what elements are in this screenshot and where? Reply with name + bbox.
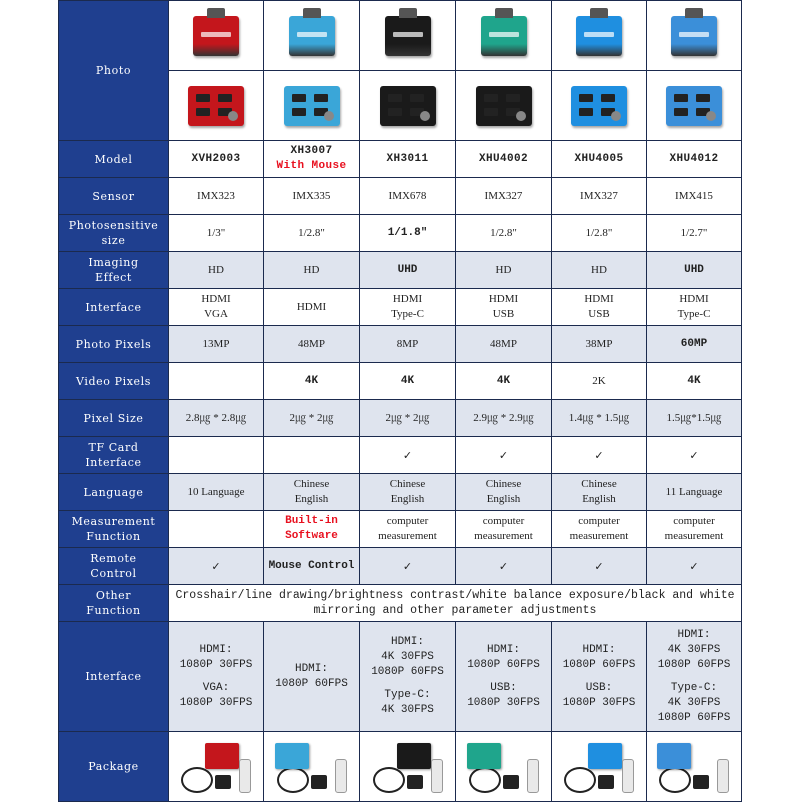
cell-model [647, 141, 742, 178]
cell-line [360, 680, 455, 688]
camera-photo [264, 86, 359, 126]
cell-line: HDMI [296, 300, 327, 313]
package-contents-image [558, 737, 640, 797]
cell-line: 4K 30FPS [667, 696, 721, 709]
cell-iface2 [552, 622, 647, 732]
cell-iface2 [647, 622, 742, 732]
cell-line: HDMI: [486, 643, 520, 656]
cell-imaging: UHD [360, 252, 456, 289]
cell-size: 1/2.8" [552, 215, 647, 252]
cell-size: 1/1.8" [360, 215, 456, 252]
photo-front-cell [647, 1, 742, 71]
package-contents-image [271, 737, 353, 797]
cell-line: USB [588, 308, 610, 320]
cell-line: HDMI: [199, 643, 233, 656]
row-label-photo: Photo [59, 1, 169, 141]
cell-line: 1080P 60FPS [562, 658, 636, 671]
cell-line: Chinese [485, 478, 522, 490]
cell-iface2 [169, 622, 264, 732]
cell-line: 1080P 30FPS [467, 696, 540, 709]
cell-line: HDMI [679, 293, 709, 305]
cell-measure [456, 511, 552, 548]
cell-line: HDMI: [294, 662, 328, 675]
cell-photo-px: 48MP [264, 326, 360, 363]
row-label-pixel-size: Pixel Size [59, 400, 169, 437]
cell-line: English [390, 493, 425, 505]
cell-line: measurement [569, 530, 629, 542]
cell-video-px: 4K [647, 363, 742, 400]
cell-pixel-size: 2㎍ * 2㎍ [360, 400, 456, 437]
cell-line: 1080P 30FPS [179, 696, 253, 709]
row-label-line: TF Card [88, 441, 139, 454]
row-label-model: Model [59, 141, 169, 178]
package-photo-cell [647, 732, 742, 802]
cell-line: English [582, 493, 616, 505]
cell-language [264, 474, 360, 511]
other-function-line: Crosshair/line drawing/brightness contrast/white balance exposure/black and white [175, 589, 735, 602]
cell-line: computer [386, 515, 429, 527]
cell-size: 1/3" [169, 215, 264, 252]
photo-back-cell [456, 71, 552, 141]
spec-table [58, 0, 742, 802]
cell-imaging: HD [264, 252, 360, 289]
cell-language [647, 474, 742, 511]
cell-sensor: IMX678 [360, 178, 456, 215]
cell-measure [264, 511, 360, 548]
cell-line [456, 673, 551, 681]
cell-video-px: 4K [456, 363, 552, 400]
cell-line: 10 Language [187, 485, 245, 498]
photo-front-cell [552, 1, 647, 71]
cell-interface [647, 289, 742, 326]
cell-sensor: IMX335 [264, 178, 360, 215]
cell-video-px [169, 363, 264, 400]
package-contents-image [653, 737, 735, 797]
row-label-line: Measurement [71, 515, 156, 528]
camera-photo [456, 16, 551, 56]
cell-line: USB [492, 308, 515, 320]
model-name: XHU4012 [669, 152, 719, 165]
camera-photo [456, 86, 551, 126]
photo-back-cell [264, 71, 360, 141]
cell-sensor: IMX415 [647, 178, 742, 215]
row-label-line: Other [95, 589, 132, 602]
cell-model [264, 141, 360, 178]
package-photo-cell [552, 732, 647, 802]
cell-language [360, 474, 456, 511]
cell-photo-px: 13MP [169, 326, 264, 363]
row-label-photosensitive-size [59, 215, 169, 252]
cell-line: 1080P 30FPS [562, 696, 636, 709]
row-label-line: Photosensitive [68, 219, 159, 232]
photo-front-cell [360, 1, 456, 71]
cell-line: 1080P 30FPS [179, 658, 253, 671]
cell-line: 4K 30FPS [381, 704, 434, 716]
cell-interface [360, 289, 456, 326]
cell-pixel-size: 1.4㎍ * 1.5㎍ [552, 400, 647, 437]
row-label-language: Language [59, 474, 169, 511]
row-label-other [59, 585, 169, 622]
cell-measure [169, 511, 264, 548]
cell-model [552, 141, 647, 178]
cell-line: HDMI [584, 293, 614, 305]
photo-front-cell [264, 1, 360, 71]
cell-line: computer [673, 515, 715, 527]
cell-imaging: HD [456, 252, 552, 289]
photo-back-cell [552, 71, 647, 141]
cell-line: measurement [474, 530, 533, 542]
cell-remote: ✓ [647, 548, 742, 585]
cell-iface2 [456, 622, 552, 732]
cell-line: Software [285, 530, 338, 542]
cell-iface2 [264, 622, 360, 732]
cell-line: Built-in [285, 515, 338, 527]
cell-video-px: 4K [360, 363, 456, 400]
cell-photo-px: 48MP [456, 326, 552, 363]
cell-line: Type-C [677, 308, 711, 320]
cell-line [552, 673, 646, 681]
cell-line: USB: [585, 681, 613, 694]
cell-measure [360, 511, 456, 548]
row-label-interface: Interface [59, 289, 169, 326]
cell-measure [552, 511, 647, 548]
cell-sensor: IMX327 [456, 178, 552, 215]
package-contents-image [463, 737, 545, 797]
row-label-photo-pixels: Photo Pixels [59, 326, 169, 363]
cell-remote: ✓ [552, 548, 647, 585]
camera-photo [169, 16, 263, 56]
camera-photo [264, 16, 359, 56]
package-contents-image [367, 737, 449, 797]
cell-line: computer [482, 515, 525, 527]
row-label-tf-card [59, 437, 169, 474]
cell-line [169, 673, 263, 681]
camera-photo [169, 86, 263, 126]
photo-back-cell [647, 71, 742, 141]
photo-back-cell [360, 71, 456, 141]
cell-measure [647, 511, 742, 548]
cell-language [552, 474, 647, 511]
cell-remote: ✓ [360, 548, 456, 585]
model-name: XH3007 [290, 145, 333, 157]
cell-line: 1080P 60FPS [371, 666, 444, 678]
cell-imaging: HD [169, 252, 264, 289]
cell-video-px: 2K [552, 363, 647, 400]
cell-line: Type-C: [670, 681, 718, 694]
cell-interface [552, 289, 647, 326]
cell-tf: ✓ [552, 437, 647, 474]
model-name: XHU4002 [478, 152, 528, 165]
cell-imaging: UHD [647, 252, 742, 289]
cell-model [456, 141, 552, 178]
camera-photo [360, 16, 455, 56]
cell-tf: ✓ [456, 437, 552, 474]
other-function-line: mirroring and other parameter adjustments [313, 604, 597, 617]
cell-remote: ✓ [169, 548, 264, 585]
cell-size: 1/2.8" [264, 215, 360, 252]
cell-line: HDMI: [390, 636, 424, 648]
cell-tf: ✓ [647, 437, 742, 474]
cell-line: USB: [490, 681, 517, 694]
row-label-line: Function [86, 530, 141, 543]
cell-remote: ✓ [456, 548, 552, 585]
cell-line: Chinese [389, 478, 426, 490]
cell-line: 11 Language [665, 485, 723, 498]
cell-line: HDMI [392, 293, 423, 305]
camera-photo [647, 86, 741, 126]
row-label-imaging-effect [59, 252, 169, 289]
cell-tf [264, 437, 360, 474]
package-photo-cell [360, 732, 456, 802]
cell-line [647, 673, 741, 681]
row-label-line: Effect [95, 271, 132, 284]
cell-line: English [294, 493, 329, 505]
cell-pixel-size: 2.9㎍ * 2.9㎍ [456, 400, 552, 437]
cell-pixel-size: 2㎍ * 2㎍ [264, 400, 360, 437]
cell-line: 1080P 60FPS [275, 677, 348, 690]
row-label-video-pixels: Video Pixels [59, 363, 169, 400]
cell-line: HDMI [488, 293, 519, 305]
cell-line: Type-C [391, 308, 424, 320]
cell-line: VGA [204, 308, 228, 320]
cell-line: measurement [378, 530, 437, 542]
row-label-line: Imaging [88, 256, 139, 269]
cell-line: 4K 30FPS [381, 651, 434, 663]
cell-language [456, 474, 552, 511]
cell-line: HDMI: [677, 628, 711, 641]
package-photo-cell [169, 732, 264, 802]
model-name: XVH2003 [191, 152, 241, 165]
row-label-sensor: Sensor [59, 178, 169, 215]
row-label-interface2: Interface [59, 622, 169, 732]
cell-line: measurement [664, 530, 724, 542]
cell-model [360, 141, 456, 178]
photo-front-cell [456, 1, 552, 71]
row-label-line: Function [86, 604, 141, 617]
cell-tf [169, 437, 264, 474]
package-photo-cell [456, 732, 552, 802]
cell-line: computer [578, 515, 620, 527]
model-subtitle: With Mouse [276, 160, 347, 172]
cell-sensor: IMX323 [169, 178, 264, 215]
row-label-line: Remote [90, 552, 137, 565]
cell-line: HDMI: [582, 643, 616, 656]
cell-line: 1080P 60FPS [467, 658, 540, 671]
cell-line: Type-C: [384, 689, 431, 701]
cell-pixel-size: 1.5㎍*1.5㎍ [647, 400, 742, 437]
cell-line: Chinese [581, 478, 617, 490]
model-name: XHU4005 [574, 152, 624, 165]
row-label-measurement [59, 511, 169, 548]
cell-line: VGA: [202, 681, 230, 694]
cell-line: Chinese [293, 478, 330, 490]
cell-interface [169, 289, 264, 326]
cell-language [169, 474, 264, 511]
cell-other-function [169, 585, 742, 622]
cell-photo-px: 60MP [647, 326, 742, 363]
package-contents-image [175, 737, 257, 797]
model-name: XH3011 [386, 152, 429, 165]
cell-interface [456, 289, 552, 326]
camera-photo [552, 16, 646, 56]
row-label-package: Package [59, 732, 169, 802]
cell-line: 1080P 60FPS [657, 658, 731, 671]
camera-photo [647, 16, 741, 56]
cell-size: 1/2.7" [647, 215, 742, 252]
cell-pixel-size: 2.8㎍ * 2.8㎍ [169, 400, 264, 437]
cell-tf: ✓ [360, 437, 456, 474]
cell-line: HDMI [201, 293, 231, 305]
cell-iface2 [360, 622, 456, 732]
row-label-line: Control [90, 567, 137, 580]
photo-front-cell [169, 1, 264, 71]
cell-model [169, 141, 264, 178]
cell-sensor: IMX327 [552, 178, 647, 215]
camera-photo [360, 86, 455, 126]
cell-interface [264, 289, 360, 326]
cell-imaging: HD [552, 252, 647, 289]
cell-photo-px: 8MP [360, 326, 456, 363]
camera-photo [552, 86, 646, 126]
cell-photo-px: 38MP [552, 326, 647, 363]
cell-video-px: 4K [264, 363, 360, 400]
package-photo-cell [264, 732, 360, 802]
row-label-line: size [101, 234, 126, 247]
cell-line: 4K 30FPS [667, 643, 721, 656]
cell-remote: Mouse Control [264, 548, 360, 585]
row-label-line: Interface [85, 456, 142, 469]
cell-size: 1/2.8" [456, 215, 552, 252]
cell-line: English [486, 493, 521, 505]
photo-back-cell [169, 71, 264, 141]
row-label-remote [59, 548, 169, 585]
cell-line: 1080P 60FPS [657, 711, 731, 724]
